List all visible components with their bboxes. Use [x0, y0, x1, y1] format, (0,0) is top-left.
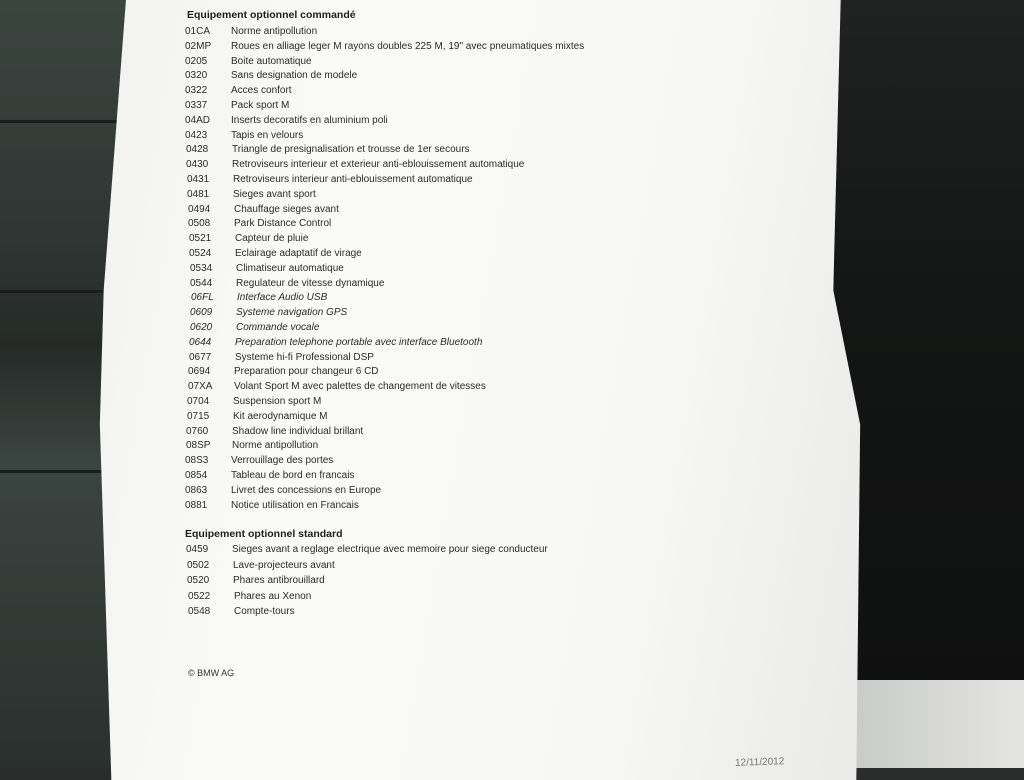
- option-label: Suspension sport M: [233, 396, 322, 407]
- option-label: Sieges avant sport: [233, 188, 316, 200]
- option-code: 0715: [187, 410, 210, 422]
- option-code: 0423: [185, 129, 208, 141]
- option-code: 0677: [189, 351, 212, 363]
- option-row: [185, 25, 317, 39]
- option-row: [188, 380, 486, 394]
- option-label: Triangle de presignalisation et trousse de 1er secours: [232, 144, 470, 156]
- option-code: 0524: [189, 248, 212, 259]
- option-label: Roues en alliage leger M rayons doubles 225 M, 19" avec pneumatiques mixtes: [231, 40, 585, 52]
- tile-joint: [0, 120, 130, 123]
- option-row: [187, 559, 335, 573]
- option-label: Inserts decoratifs en aluminium poli: [231, 114, 388, 126]
- option-code: 0548: [188, 606, 211, 617]
- option-row: [185, 114, 388, 128]
- option-row: [188, 605, 295, 619]
- option-row: [188, 590, 311, 604]
- option-label: Systeme navigation GPS: [236, 307, 348, 319]
- option-row: [186, 158, 524, 172]
- option-code: 0704: [187, 396, 210, 407]
- option-row: [190, 321, 319, 335]
- background-object: [854, 680, 1024, 768]
- option-label: Lave-projecteurs avant: [233, 559, 335, 571]
- option-row: [187, 395, 321, 409]
- option-row: [185, 484, 381, 498]
- option-code: 0337: [185, 100, 208, 111]
- option-row: [190, 262, 344, 276]
- option-code: 0694: [188, 366, 211, 378]
- option-row: [185, 99, 289, 113]
- option-code: 0863: [185, 484, 208, 496]
- option-row: [190, 306, 347, 320]
- option-code: 0428: [186, 144, 209, 156]
- option-row: [186, 439, 318, 453]
- background-dark-right: [834, 0, 1024, 768]
- option-code: 07XA: [188, 381, 213, 393]
- option-code: 0322: [185, 85, 208, 97]
- option-code: 04AD: [185, 114, 211, 126]
- option-code: 0522: [188, 590, 211, 602]
- option-code: 02MP: [185, 40, 212, 52]
- option-label: Boite automatique: [231, 55, 312, 67]
- option-code: 0609: [190, 307, 213, 319]
- copyright-footer: © BMW AG: [188, 668, 235, 678]
- option-label: Notice utilisation en Francais: [231, 499, 359, 511]
- option-row: [185, 454, 333, 468]
- option-label: Eclairage adaptatif de virage: [235, 248, 362, 259]
- option-label: Commande vocale: [236, 322, 320, 333]
- option-code: 0481: [187, 188, 210, 200]
- option-row: [187, 173, 473, 187]
- option-code: 08S3: [185, 455, 209, 467]
- option-code: 0431: [187, 174, 210, 185]
- option-row: [186, 425, 363, 439]
- option-row: [190, 277, 384, 291]
- option-row: [189, 351, 374, 365]
- option-code: 0854: [185, 470, 208, 481]
- option-code: 0521: [189, 233, 212, 245]
- option-code: 0534: [190, 262, 213, 274]
- option-code: 06FL: [191, 292, 214, 304]
- option-row: [186, 543, 548, 557]
- option-code: 0544: [190, 277, 213, 289]
- option-code: 0508: [188, 218, 211, 230]
- option-label: Acces confort: [231, 85, 292, 97]
- option-label: Preparation pour changeur 6 CD: [234, 366, 379, 378]
- top-heading: [185, 0, 295, 1]
- option-code: 0320: [185, 70, 208, 82]
- option-row: [188, 217, 331, 231]
- option-code: 0494: [188, 203, 211, 215]
- option-code: 08SP: [186, 440, 211, 452]
- option-row: [186, 143, 470, 157]
- option-row: [188, 365, 379, 379]
- ordered-section-title: Equipement optionnel commandé: [187, 9, 356, 21]
- option-label: Tableau de bord en francais: [231, 470, 355, 481]
- option-row: [189, 247, 362, 261]
- option-label: Chauffage sieges avant: [234, 203, 339, 215]
- option-code: 0205: [185, 55, 208, 67]
- option-row: [185, 40, 584, 54]
- option-label: Regulateur de vitesse dynamique: [236, 277, 385, 289]
- option-row: [185, 55, 312, 69]
- option-label: Phares antibrouillard: [233, 575, 325, 586]
- option-code: 0760: [186, 425, 209, 437]
- option-row: [185, 129, 303, 143]
- standard-section-title: Equipement optionnel standard: [185, 528, 343, 540]
- option-code: 0620: [190, 322, 213, 333]
- option-row: [189, 232, 308, 246]
- option-row: [191, 291, 327, 305]
- option-row: [185, 469, 354, 483]
- option-code: 0644: [189, 336, 212, 348]
- option-code: 0430: [186, 159, 209, 171]
- option-code: 0881: [185, 499, 208, 511]
- option-label: Interface Audio USB: [237, 292, 328, 304]
- option-label: Park Distance Control: [234, 218, 332, 230]
- option-row: [189, 336, 482, 350]
- option-code: 0459: [186, 544, 209, 555]
- option-label: Compte-tours: [234, 606, 295, 617]
- option-label: Kit aerodynamique M: [233, 410, 328, 422]
- option-row: [185, 499, 359, 513]
- option-row: [185, 69, 357, 83]
- option-label: Phares au Xenon: [234, 590, 312, 602]
- option-row: [185, 84, 292, 98]
- option-label: Volant Sport M avec palettes de changement de vitesses: [234, 381, 486, 393]
- option-label: Capteur de pluie: [235, 233, 309, 245]
- option-code: 0502: [187, 559, 210, 571]
- option-label: Norme antipollution: [232, 440, 319, 452]
- option-label: Pack sport M: [231, 100, 290, 111]
- option-label: Tapis en velours: [231, 129, 304, 141]
- option-label: Norme antipollution: [231, 26, 318, 37]
- option-label: Sans designation de modele: [231, 70, 358, 82]
- option-row: [187, 410, 328, 424]
- option-label: Livret des concessions en Europe: [231, 484, 382, 496]
- option-label: Preparation telephone portable avec interface Bluetooth: [235, 336, 483, 348]
- option-row: [187, 574, 325, 588]
- option-label: Retroviseurs interieur anti-eblouissement automatique: [233, 174, 473, 185]
- option-label: Verrouillage des portes: [231, 455, 334, 467]
- option-label: Shadow line individual brillant: [232, 425, 364, 437]
- date-stamp: 12/11/2012: [734, 756, 785, 769]
- option-code: 01CA: [185, 26, 211, 37]
- option-row: [188, 203, 339, 217]
- option-label: Retroviseurs interieur et exterieur anti-eblouissement automatique: [232, 159, 525, 171]
- option-label: Sieges avant a reglage electrique avec memoire pour siege conducteur: [232, 544, 548, 555]
- option-label: Systeme hi-fi Professional DSP: [235, 351, 374, 363]
- option-row: [187, 188, 316, 202]
- option-code: 0520: [187, 575, 210, 586]
- option-label: Climatiseur automatique: [236, 262, 344, 274]
